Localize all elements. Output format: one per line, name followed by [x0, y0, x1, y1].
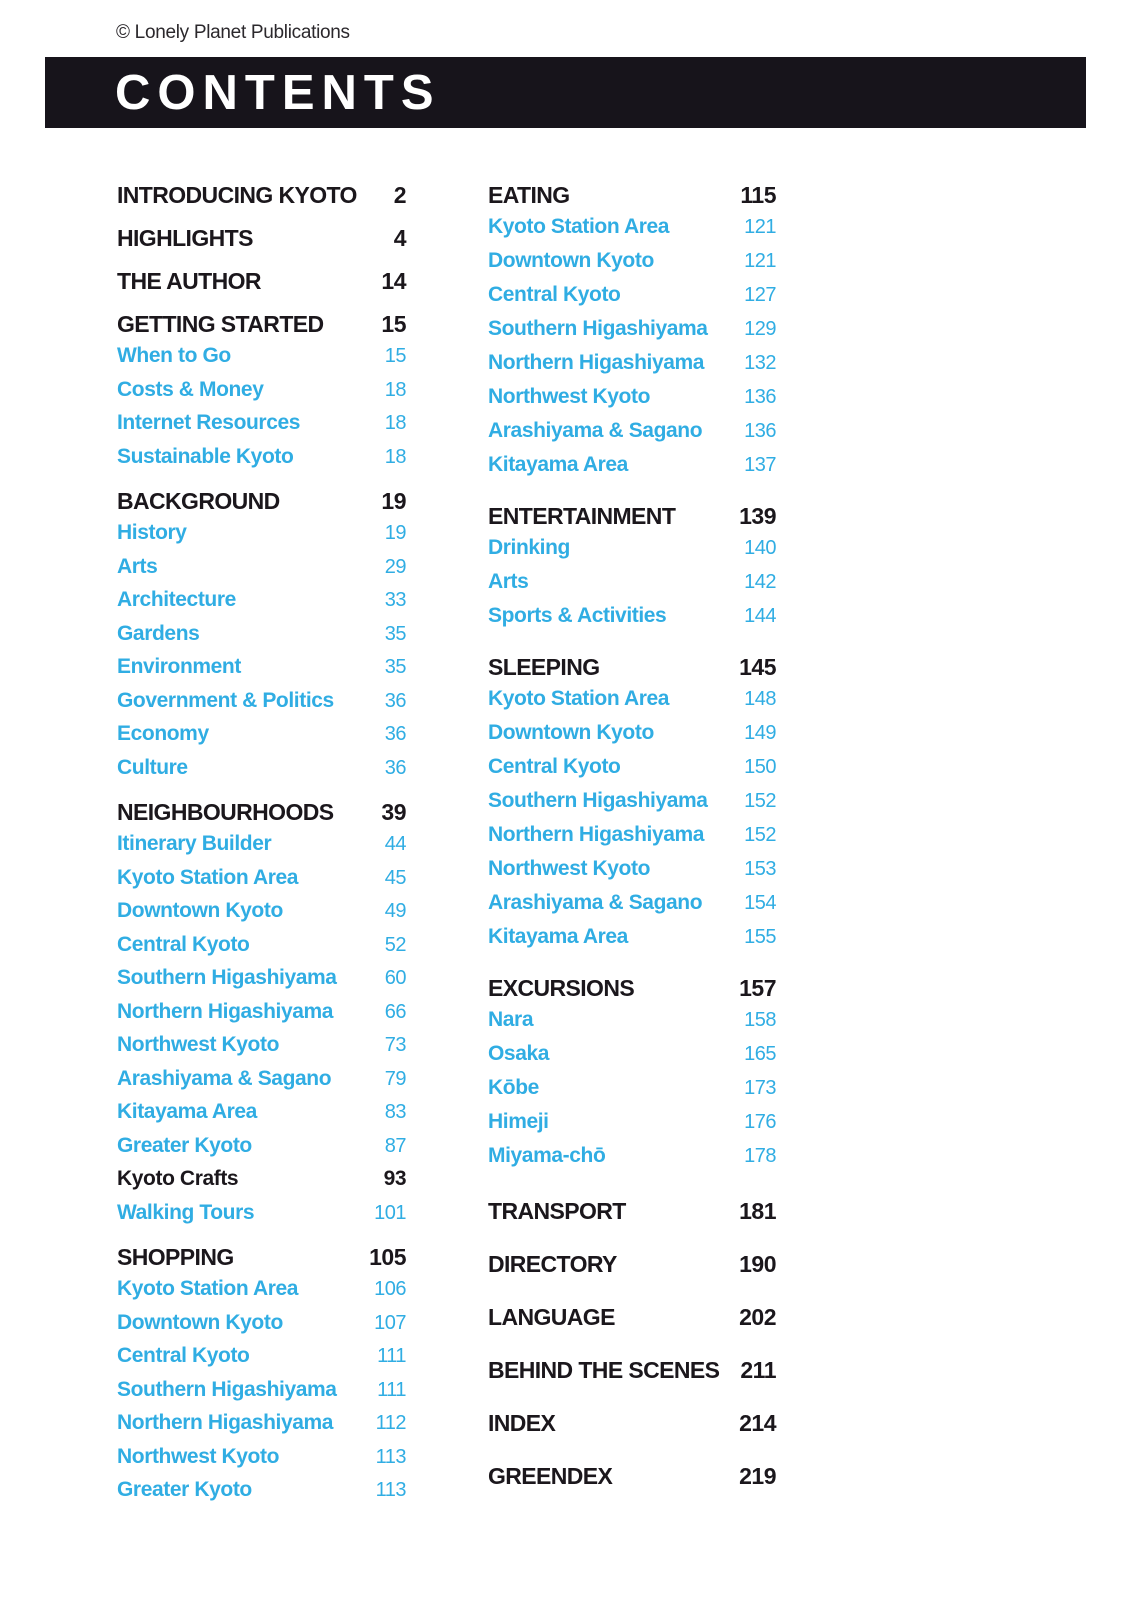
toc-section-title: EATING: [488, 182, 570, 208]
toc-item: [488, 750, 776, 784]
toc-item-page-number: 152: [744, 790, 776, 812]
toc-item-page-number: 158: [744, 1009, 776, 1031]
toc-item-label: Downtown Kyoto: [488, 249, 654, 272]
toc-item-page-number: 149: [744, 722, 776, 744]
toc-item-label: Northern Higashiyama: [488, 823, 705, 846]
toc-item-page-number: 36: [384, 723, 406, 745]
toc-section-title: SLEEPING: [488, 654, 600, 680]
toc-item-page-number: 165: [744, 1043, 776, 1065]
toc-item-page-number: 45: [384, 866, 406, 889]
toc-item-page-number: 144: [744, 605, 776, 627]
toc-item-label: Environment: [117, 655, 241, 678]
toc-item-page-number: 111: [377, 1345, 406, 1367]
toc-item-page-number: 178: [744, 1145, 776, 1167]
toc-section-title: DIRECTORY: [488, 1251, 617, 1277]
toc-item-page-number: 127: [744, 284, 776, 306]
toc-item-label: Northwest Kyoto: [488, 857, 651, 880]
toc-item: [117, 650, 406, 684]
toc-item: [117, 1162, 406, 1196]
toc-item: [488, 682, 776, 716]
toc-item-page-number: 33: [384, 589, 406, 611]
toc-item: [117, 373, 406, 407]
toc-item-label: Central Kyoto: [488, 283, 621, 306]
toc-item-label: Architecture: [117, 588, 236, 611]
toc-item-label: Northern Higashiyama: [488, 351, 705, 374]
toc-item-label: Kyoto Station Area: [488, 215, 670, 238]
toc-section: [488, 1409, 776, 1438]
toc-item: [117, 1306, 406, 1340]
toc-section-header: [488, 1197, 776, 1226]
toc-item-label: Arashiyama & Sagano: [488, 419, 703, 442]
toc-item-label: Northwest Kyoto: [117, 1033, 280, 1056]
toc-section-header: [488, 1356, 776, 1385]
toc-item-page-number: 153: [744, 858, 776, 880]
toc-item-label: Kitayama Area: [488, 453, 628, 476]
toc-section-header: [117, 310, 406, 339]
toc-section-title: GETTING STARTED: [117, 311, 324, 337]
toc-section-header: [117, 487, 406, 516]
toc-item: [117, 440, 406, 474]
toc-section-page-number: 4: [393, 225, 406, 251]
toc-item: [488, 312, 776, 346]
toc-item-label: Central Kyoto: [117, 1344, 250, 1367]
toc-section: [117, 181, 406, 210]
toc-section-page-number: 14: [381, 268, 406, 294]
toc-item: [117, 1440, 406, 1474]
toc-item: [117, 617, 406, 651]
toc-item-page-number: 18: [384, 445, 406, 468]
toc-item-page-number: 142: [744, 571, 776, 593]
toc-item-page-number: 113: [375, 1445, 406, 1468]
toc-item: [117, 684, 406, 718]
toc-section-page-number: 202: [739, 1304, 776, 1330]
toc-section-title: HIGHLIGHTS: [117, 225, 253, 251]
toc-section-page-number: 214: [739, 1410, 776, 1436]
toc-item: [117, 1406, 406, 1440]
toc-item-page-number: 129: [744, 318, 776, 340]
toc-item-page-number: 19: [384, 522, 406, 544]
toc-item: [488, 448, 776, 482]
toc-item-label: Sports & Activities: [488, 604, 667, 627]
toc-item-label: Gardens: [117, 621, 200, 645]
toc-section-header: [488, 1303, 776, 1332]
toc-item-label: Arashiyama & Sagano: [117, 1066, 332, 1090]
toc-section-header: [488, 1462, 776, 1491]
toc-item-page-number: 112: [375, 1412, 406, 1434]
toc-item: [117, 1272, 406, 1306]
toc-item-label: History: [117, 521, 187, 544]
toc-item-page-number: 113: [375, 1479, 406, 1501]
toc-section-title: ENTERTAINMENT: [488, 503, 676, 529]
toc-item-page-number: 35: [384, 622, 406, 645]
toc-item-page-number: 52: [384, 933, 406, 956]
toc-item-page-number: 132: [744, 352, 776, 374]
toc-item-page-number: 60: [384, 967, 406, 989]
toc-item-page-number: 93: [383, 1167, 406, 1190]
toc-item-page-number: 121: [744, 250, 776, 272]
toc-item-label: Southern Higashiyama: [117, 966, 337, 989]
toc-item: [117, 550, 406, 584]
toc-item-label: Osaka: [488, 1042, 550, 1065]
toc-item: [488, 886, 776, 920]
toc-item: [488, 346, 776, 380]
toc-section-header: [488, 502, 776, 531]
toc-item: [117, 516, 406, 550]
toc-item-page-number: 83: [384, 1101, 406, 1123]
toc-item: [488, 380, 776, 414]
toc-item-label: Downtown Kyoto: [488, 721, 654, 744]
toc-item-page-number: 73: [384, 1034, 406, 1056]
toc-item: [488, 818, 776, 852]
toc-column-right: [488, 181, 776, 1491]
toc-section-title: LANGUAGE: [488, 1304, 615, 1330]
toc-section: [488, 1303, 776, 1332]
toc-item-label: Economy: [117, 722, 209, 745]
toc-item: [117, 928, 406, 962]
toc-item: [488, 716, 776, 750]
toc-section: [117, 310, 406, 473]
toc-item-label: Downtown Kyoto: [117, 1310, 283, 1334]
toc-item-page-number: 106: [374, 1278, 406, 1300]
toc-item: [117, 583, 406, 617]
toc-item-page-number: 150: [744, 756, 776, 778]
toc-section-header: [117, 798, 406, 827]
toc-item-page-number: 101: [374, 1201, 406, 1224]
toc-item-label: Kitayama Area: [488, 925, 628, 948]
toc-item-label: Greater Kyoto: [117, 1478, 252, 1501]
toc-item: [117, 1196, 406, 1230]
toc-item: [488, 414, 776, 448]
toc-section-title: THE AUTHOR: [117, 268, 261, 294]
toc-item-page-number: 155: [744, 926, 776, 948]
toc-section: [488, 181, 776, 482]
toc-item-label: Northern Higashiyama: [117, 1411, 334, 1434]
toc-item-page-number: 111: [377, 1378, 406, 1401]
toc-item-page-number: 136: [744, 386, 776, 408]
toc-section: [488, 653, 776, 954]
toc-item-page-number: 44: [384, 833, 406, 855]
toc-section-page-number: 139: [739, 503, 776, 529]
toc-item-page-number: 36: [384, 756, 406, 779]
toc-item-label: Central Kyoto: [117, 932, 250, 956]
toc-section-header: [488, 1409, 776, 1438]
toc-item-label: Northwest Kyoto: [488, 385, 651, 408]
toc-item: [488, 210, 776, 244]
toc-item: [488, 1071, 776, 1105]
toc-section-header: [117, 267, 406, 296]
toc-item-label: Kitayama Area: [117, 1100, 257, 1123]
toc-item: [117, 751, 406, 785]
toc-item: [488, 1139, 776, 1173]
toc-item-label: Downtown Kyoto: [117, 899, 283, 922]
toc-item-page-number: 79: [384, 1067, 406, 1090]
toc-item-page-number: 148: [744, 688, 776, 710]
toc-item-label: Itinerary Builder: [117, 832, 272, 855]
toc-item-label: Drinking: [488, 536, 570, 559]
toc-item-label: Walking Tours: [117, 1200, 255, 1224]
toc-section-title: INTRODUCING KYOTO: [117, 182, 357, 208]
toc-item: [117, 406, 406, 440]
toc-item-label: Government & Politics: [117, 688, 334, 712]
toc-item-page-number: 121: [744, 216, 776, 238]
toc-section: [488, 1356, 776, 1385]
toc-item-label: Nara: [488, 1008, 534, 1031]
toc-section-title: INDEX: [488, 1410, 556, 1436]
toc-item-page-number: 66: [384, 1000, 406, 1023]
copyright-line: © Lonely Planet Publications: [116, 22, 350, 43]
toc-item-label: Sustainable Kyoto: [117, 444, 294, 468]
toc-section-title: NEIGHBOURHOODS: [117, 799, 334, 825]
toc-section: [117, 798, 406, 1229]
toc-section-page-number: 157: [739, 975, 776, 1001]
toc-section-header: [117, 224, 406, 253]
toc-section-page-number: 39: [381, 799, 406, 825]
toc-section-page-number: 2: [393, 182, 406, 208]
toc-item-label: Kyoto Station Area: [488, 687, 670, 710]
toc-item-page-number: 154: [744, 892, 776, 914]
toc-item-label: Culture: [117, 755, 188, 779]
toc-item-label: Arts: [117, 554, 158, 578]
toc-section-header: [117, 1243, 406, 1272]
toc-item-label: Arts: [488, 570, 529, 593]
toc-section-title: EXCURSIONS: [488, 975, 635, 1001]
toc-section-title: TRANSPORT: [488, 1198, 626, 1224]
toc-item-label: Central Kyoto: [488, 755, 621, 778]
toc-item: [488, 1037, 776, 1071]
toc-item: [117, 339, 406, 373]
toc-section-page-number: 219: [739, 1463, 776, 1489]
toc-item-label: Kyoto Crafts: [117, 1167, 239, 1190]
toc-item-label: When to Go: [117, 344, 231, 367]
toc-item-label: Kyoto Station Area: [117, 1277, 299, 1300]
toc-item: [117, 894, 406, 928]
toc-item-page-number: 107: [374, 1311, 406, 1334]
toc-item-page-number: 140: [744, 537, 776, 559]
toc-item-label: Kyoto Station Area: [117, 865, 299, 889]
toc-item: [117, 961, 406, 995]
toc-item: [117, 1373, 406, 1407]
toc-item-label: Costs & Money: [117, 377, 264, 401]
toc-item: [117, 861, 406, 895]
toc-item: [117, 1473, 406, 1507]
toc-section-page-number: 181: [739, 1198, 776, 1224]
toc-section: [488, 502, 776, 633]
toc-item-page-number: 176: [744, 1111, 776, 1133]
page-title: CONTENTS: [115, 65, 441, 120]
toc-item-label: Miyama-chō: [488, 1144, 606, 1167]
toc-item-page-number: 87: [384, 1134, 406, 1157]
toc-item-page-number: 15: [384, 345, 406, 367]
toc-section-page-number: 19: [381, 488, 406, 514]
toc-item: [488, 244, 776, 278]
toc-item-label: Southern Higashiyama: [488, 789, 708, 812]
toc-item: [488, 852, 776, 886]
toc-section-header: [117, 181, 406, 210]
toc-section-page-number: 211: [740, 1357, 776, 1383]
toc-item-page-number: 49: [384, 900, 406, 922]
toc-item: [117, 1339, 406, 1373]
toc-section-title: BEHIND THE SCENES: [488, 1357, 720, 1383]
toc-section: [488, 1462, 776, 1491]
toc-item-page-number: 18: [384, 378, 406, 401]
toc-section-title: SHOPPING: [117, 1244, 234, 1270]
toc-item: [488, 1105, 776, 1139]
toc-item-label: Himeji: [488, 1110, 549, 1133]
toc-section-header: [488, 181, 776, 210]
toc-section-page-number: 115: [740, 182, 776, 208]
toc-item-page-number: 18: [384, 412, 406, 434]
toc-section-page-number: 105: [369, 1244, 406, 1270]
toc-item: [117, 1028, 406, 1062]
toc-item-page-number: 173: [744, 1077, 776, 1099]
toc-column-left: [117, 181, 406, 1507]
toc-section: [488, 1197, 776, 1226]
toc-section-header: [488, 653, 776, 682]
toc-item: [488, 278, 776, 312]
toc-section: [488, 1250, 776, 1279]
toc-section-page-number: 145: [739, 654, 776, 680]
toc-item-page-number: 137: [744, 454, 776, 476]
toc-item-label: Internet Resources: [117, 411, 301, 434]
toc-item: [117, 1062, 406, 1096]
toc-item-label: Southern Higashiyama: [117, 1377, 337, 1401]
toc-section: [117, 267, 406, 296]
toc-section-title: GREENDEX: [488, 1463, 613, 1489]
toc-item: [117, 717, 406, 751]
toc-item-label: Arashiyama & Sagano: [488, 891, 703, 914]
toc-section-header: [488, 974, 776, 1003]
toc-section: [117, 224, 406, 253]
contents-banner: [45, 57, 1086, 128]
toc-item: [117, 1095, 406, 1129]
toc-section-header: [488, 1250, 776, 1279]
toc-item: [117, 827, 406, 861]
toc-item: [488, 1003, 776, 1037]
toc-item-page-number: 136: [744, 420, 776, 442]
toc-item-page-number: 29: [384, 555, 406, 578]
toc-item: [488, 565, 776, 599]
toc-section-page-number: 190: [739, 1251, 776, 1277]
toc-section: [488, 974, 776, 1173]
toc-section: [117, 1243, 406, 1507]
toc-item: [488, 784, 776, 818]
toc-section-page-number: 15: [381, 311, 406, 337]
toc-item: [117, 995, 406, 1029]
toc-item-label: Kōbe: [488, 1076, 539, 1099]
toc-item-page-number: 152: [744, 824, 776, 846]
toc-item-label: Greater Kyoto: [117, 1133, 252, 1157]
toc-item: [488, 599, 776, 633]
toc-item-label: Southern Higashiyama: [488, 317, 708, 340]
toc-item: [117, 1129, 406, 1163]
toc-item-label: Northwest Kyoto: [117, 1444, 280, 1468]
toc-section-title: BACKGROUND: [117, 488, 280, 514]
toc-item: [488, 531, 776, 565]
toc-item-page-number: 36: [384, 689, 406, 712]
toc-item-page-number: 35: [384, 656, 406, 678]
toc-section: [117, 487, 406, 784]
toc-item: [488, 920, 776, 954]
toc-item-label: Northern Higashiyama: [117, 999, 334, 1023]
